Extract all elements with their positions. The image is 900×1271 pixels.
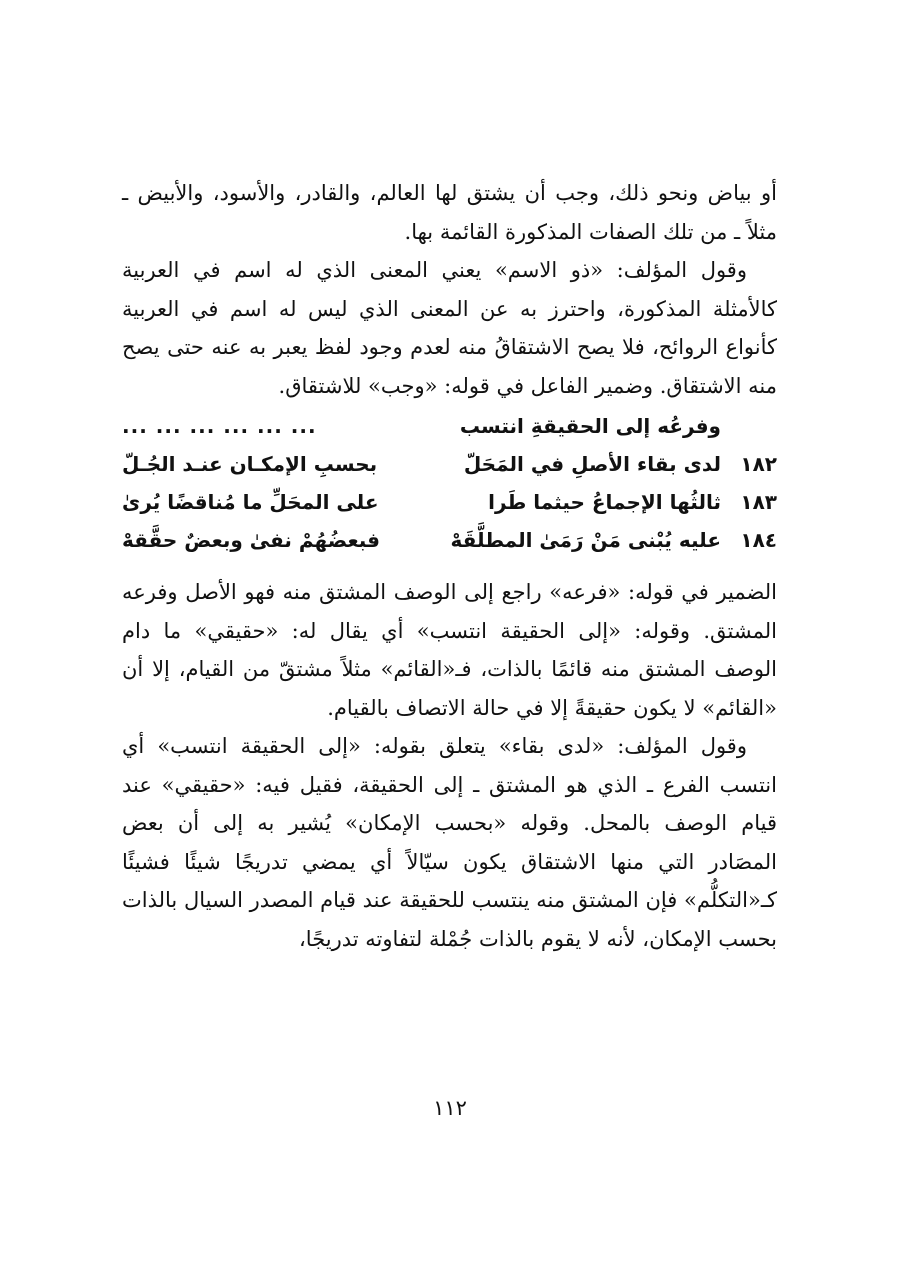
- verse-first-hemistich: وفرعُه إلى الحقيقةِ انتسب: [459, 414, 721, 438]
- verse-number: [721, 407, 777, 445]
- verse-block: [122, 407, 777, 559]
- paragraph: وقول المؤلف: «ذو الاسم» يعني المعنى الذي له اسم في العربية كالأمثلة المذكورة، واحترز به عن المعنى الذي ليس له اسم في العربية كأنواع الروائح، فلا يصح الاشتقاقُ منه لعدم وجود لفظ يعبر به عنه حتى يصح منه الاشتقاق. وضمير الفاعل في قوله: «وجب» للاشتقاق.: [122, 258, 777, 398]
- verse-first-hemistich: ثالثُها الإجماعُ حيثما طَرا: [488, 490, 721, 514]
- verse-first-hemistich-wrap: [488, 483, 777, 521]
- verse-number: ١٨٢: [740, 452, 777, 476]
- verse-number: ١٨٣: [740, 490, 777, 514]
- paragraph: وقول المؤلف: «لدى بقاء» يتعلق بقوله: «إلى الحقيقة انتسب» أي انتسب الفرع ـ الذي هو المشتق ـ إلى الحقيقة، فقيل فيه: «حقيقي» عند قيام الوصف بالمحل. وقوله «بحسب الإمكان» يُشير به إلى أن بعض المصَادر التي منها الاشتقاق يكون سيّالاً أي يمضي تدريجًا شيئًا فشيئًا كـ«التكلُّم» فإن المشتق منه ينتسب للحقيقة عند قيام المصدر السيال بالذات بحسب الإمكان، لأنه لا يقوم بالذات جُمْلة لتفاوته تدريجًا،: [122, 734, 777, 951]
- verse-first-hemistich-wrap: [451, 521, 778, 559]
- verse-first-hemistich-wrap: [460, 407, 777, 445]
- paragraph: أو بياض ونحو ذلك، وجب أن يشتق لها العالم، والقادر، والأسود، والأبيض ـ مثلاً ـ من تلك الصفات المذكورة القائمة بها.: [122, 181, 777, 244]
- verse-second-hemistich: على المحَلِّ ما مُناقضًا يُرىٰ: [122, 490, 379, 514]
- verse-line: [122, 407, 777, 445]
- verse-line: [122, 521, 777, 559]
- page-number: ١١٢: [433, 1096, 467, 1120]
- verse-first-hemistich-wrap: [464, 445, 777, 483]
- paragraph: الضمير في قوله: «فرعه» راجع إلى الوصف المشتق منه فهو الأصل وفرعه المشتق. وقوله: «إلى الحقيقة انتسب» أي يقال له: «حقيقي» ما دام الوصف المشتق منه قائمًا بالذات، فـ«القائم» مثلاً مشتقّ من القيام، إلا أن «القائم» لا يكون حقيقةً إلا في حالة الاتصاف بالقيام.: [122, 580, 777, 720]
- verse-line: [122, 483, 777, 521]
- verse-first-hemistich: لدى بقاء الأصلِ في المَحَلّ: [463, 452, 721, 476]
- verse-line: [122, 445, 777, 483]
- verse-second-hemistich: بحسبِ الإمكـان عنـد الجُـلّ: [122, 452, 378, 476]
- page-body: [122, 174, 777, 958]
- verse-number: ١٨٤: [740, 528, 777, 552]
- verse-second-hemistich: فبعضُهُمْ نفىٰ وبعضٌ حقَّقهْ: [122, 528, 381, 552]
- verse-first-hemistich: عليه يُبْنى مَنْ رَمَىٰ المطلَّقَهْ: [450, 528, 721, 552]
- verse-second-hemistich: ... ... ... ... ... ...: [122, 414, 317, 438]
